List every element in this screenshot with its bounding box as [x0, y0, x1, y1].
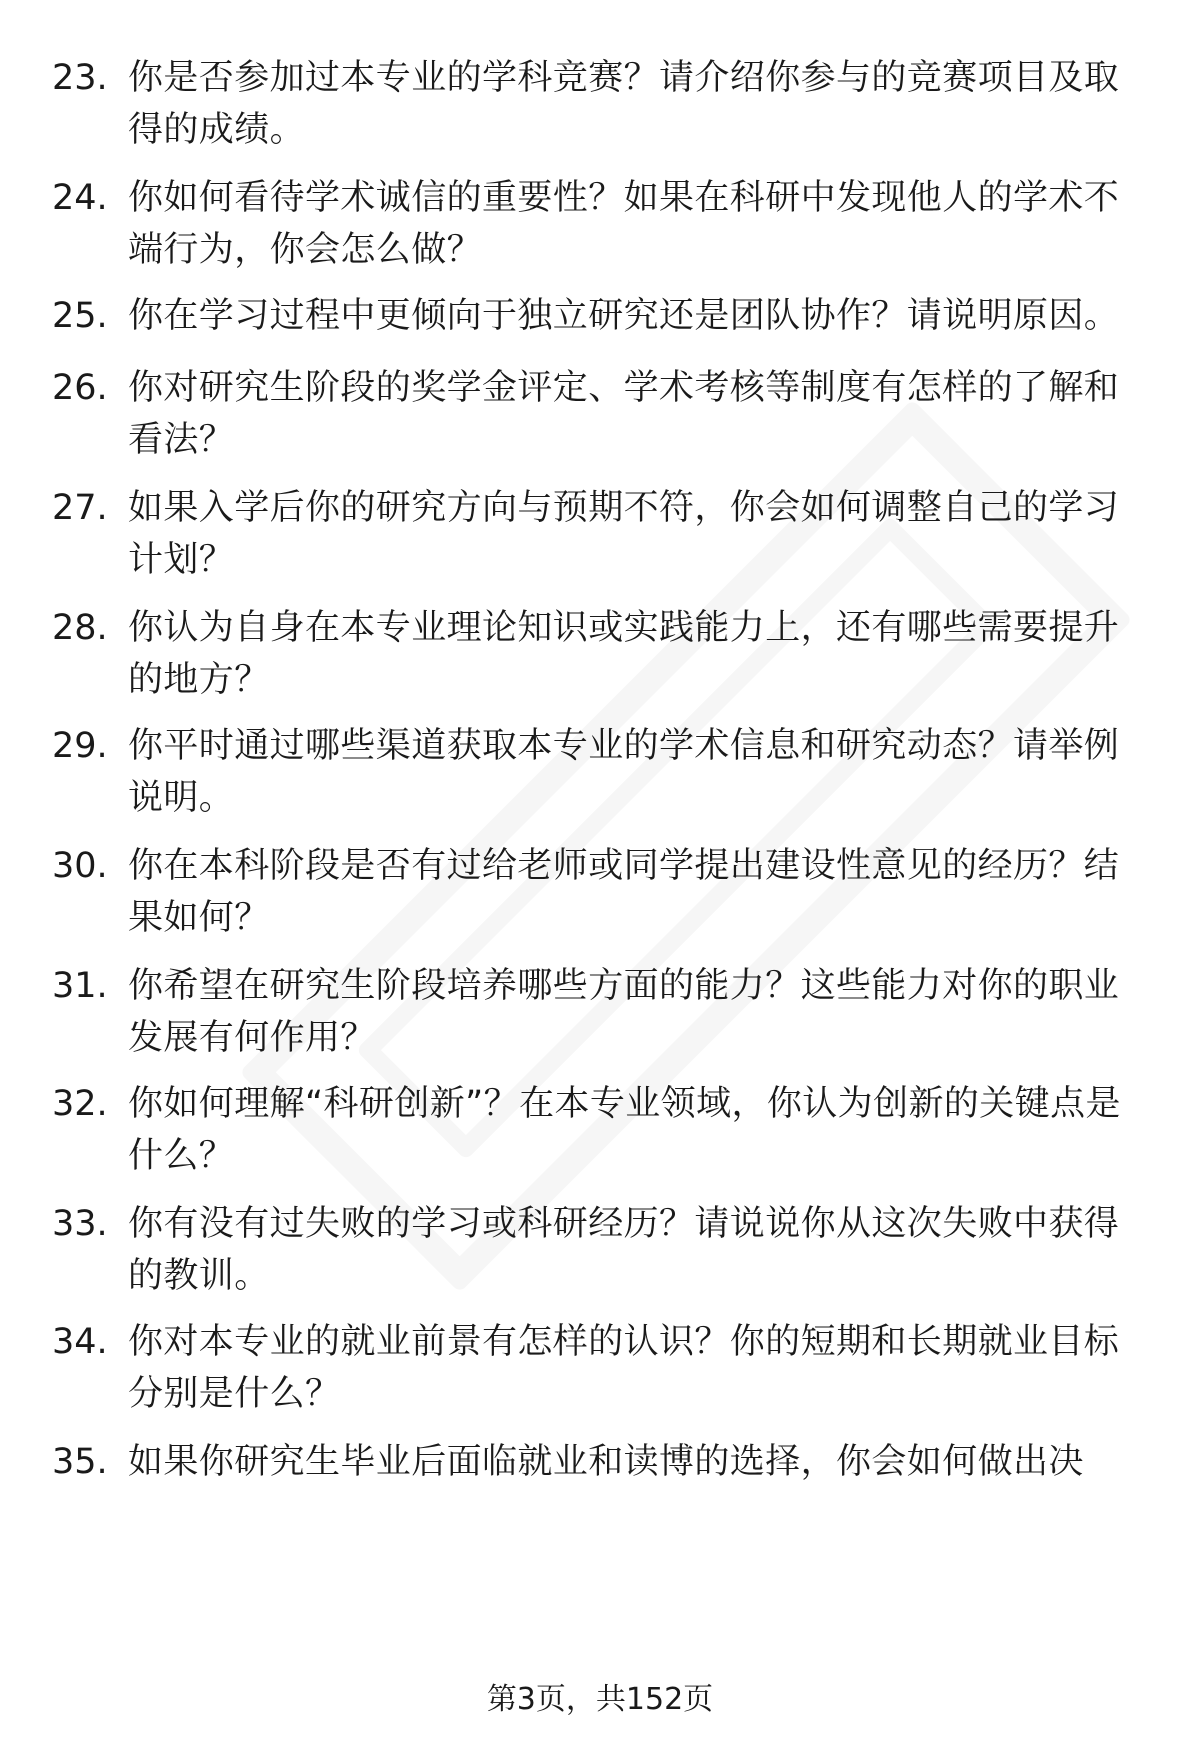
question-text: 你对研究生阶段的奖学金评定、学术考核等制度有怎样的了解和看法？ [128, 368, 1120, 460]
question-text: 你是否参加过本专业的学科竞赛？请介绍你参与的竞赛项目及取得的成绩。 [128, 58, 1120, 150]
question-text: 你希望在研究生阶段培养哪些方面的能力？这些能力对你的职业发展有何作用？ [128, 966, 1120, 1058]
question-number: 33. [52, 1204, 108, 1244]
question-text: 你对本专业的就业前景有怎样的认识？你的短期和长期就业目标分别是什么？ [128, 1322, 1120, 1414]
question-number: 31. [52, 966, 108, 1006]
question-number: 29. [52, 726, 108, 766]
question-number: 24. [52, 178, 108, 218]
page-number: 第3页，共152页 [486, 1682, 714, 1717]
question-number: 34. [52, 1322, 108, 1362]
question-text: 你有没有过失败的学习或科研经历？请说说你从这次失败中获得的教训。 [128, 1204, 1120, 1296]
question-number: 32. [52, 1084, 108, 1124]
page-footer [0, 1680, 1200, 1720]
question-text: 你在本科阶段是否有过给老师或同学提出建设性意见的经历？结果如何？ [128, 846, 1120, 938]
question-text: 你如何看待学术诚信的重要性？如果在科研中发现他人的学术不端行为，你会怎么做？ [128, 178, 1120, 270]
question-number: 26. [52, 368, 108, 408]
question-number: 35. [52, 1442, 108, 1482]
question-text: 你在学习过程中更倾向于独立研究还是团队协作？请说明原因。 [128, 296, 1120, 336]
question-number: 23. [52, 58, 108, 98]
question-text: 你认为自身在本专业理论知识或实践能力上，还有哪些需要提升的地方？ [128, 608, 1120, 700]
question-text: 如果你研究生毕业后面临就业和读博的选择，你会如何做出决 [128, 1442, 1084, 1482]
question-text: 你平时通过哪些渠道获取本专业的学术信息和研究动态？请举例说明。 [128, 726, 1120, 818]
question-number: 25. [52, 296, 108, 336]
question-text: 你如何理解“科研创新”？在本专业领域，你认为创新的关键点是什么？ [128, 1084, 1121, 1176]
question-number: 28. [52, 608, 108, 648]
question-number: 30. [52, 846, 108, 886]
question-text: 如果入学后你的研究方向与预期不符，你会如何调整自己的学习计划？ [128, 488, 1120, 580]
question-number: 27. [52, 488, 108, 528]
